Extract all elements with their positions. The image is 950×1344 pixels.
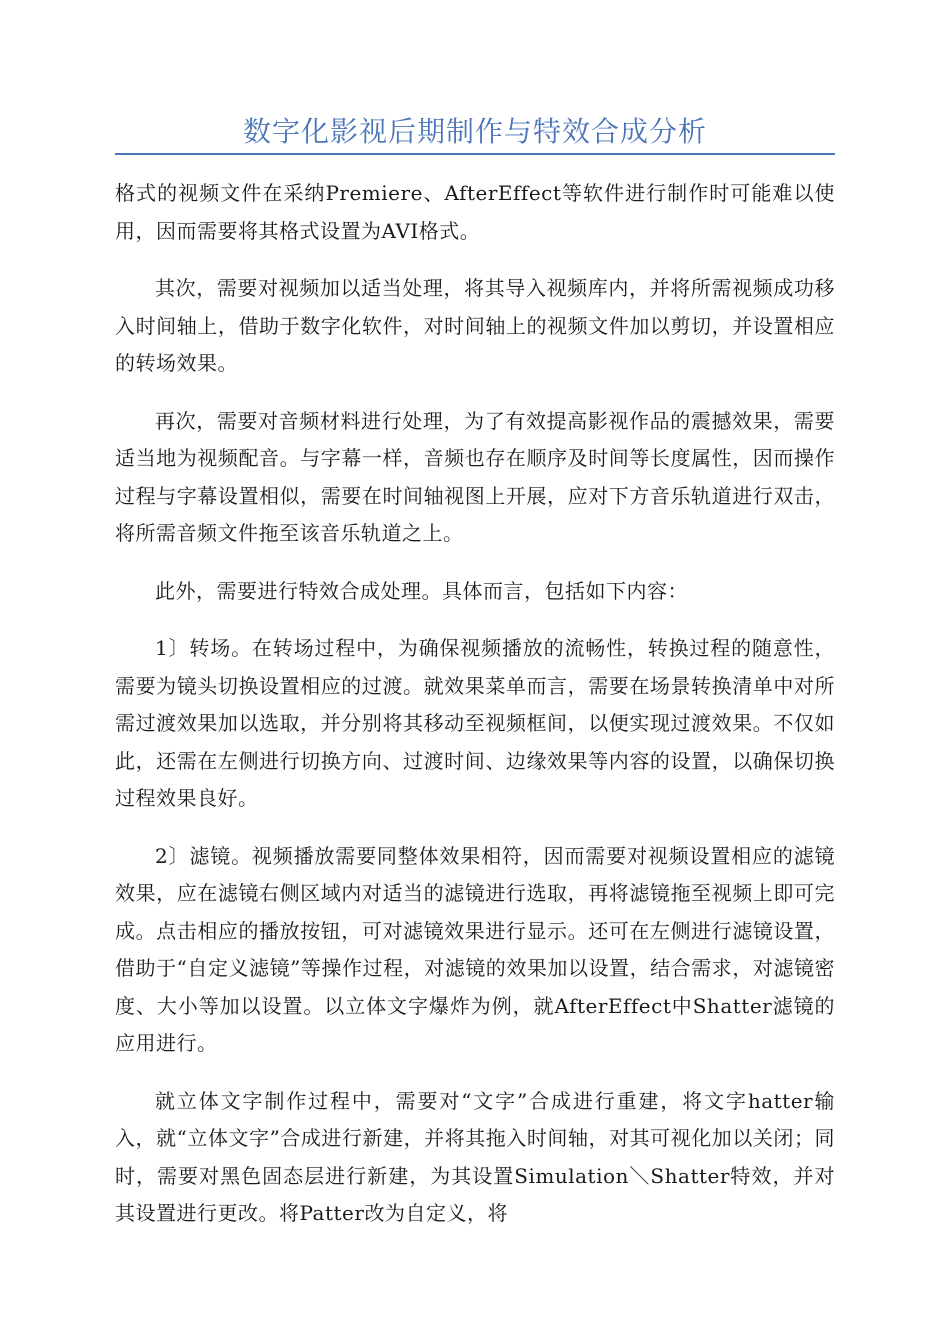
document-title: 数字化影视后期制作与特效合成分析: [242, 115, 707, 148]
paragraph-effects-intro: 此外，需要进行特效合成处理。具体而言，包括如下内容：: [155, 578, 688, 603]
document-body: [115, 175, 835, 1253]
title-underline: [115, 153, 835, 155]
paragraph-video-processing: 其次，需要对视频加以适当处理，将其导入视频库内，并将所需视频成功移入时间轴上，借助于数字化软件，对时间轴上的视频文件加以剪切，并设置相应的转场效果。: [115, 276, 835, 375]
paragraph-filters: 2〕滤镜。视频播放需要同整体效果相符，因而需要对视频设置相应的滤镜效果，应在滤镜右侧区域内对适当的滤镜进行选取，再将滤镜拖至视频上即可完成。点击相应的播放按钮，可对滤镜效果进行显示。还可在左侧进行滤镜设置，借助于“自定义滤镜”等操作过程，对滤镜的效果加以设置，结合需求，对滤镜密度、大小等加以设置。以立体文字爆炸为例，就AfterEffect中Shatter滤镜的应用进行。: [115, 843, 835, 1055]
paragraph-3d-text: 就立体文字制作过程中，需要对“文字”合成进行重建，将文字hatter输入，就“立体文字”合成进行新建，并将其拖入时间轴，对其可视化加以关闭；同时，需要对黑色固态层进行新建，为其设置Simulation＼Shatter特效，并对其设置进行更改。将Patter改为自定义，将: [115, 1088, 835, 1225]
paragraph-continued: 格式的视频文件在采纳Premiere、AfterEffect等软件进行制作时可能难以使用，因而需要将其格式设置为AVI格式。: [115, 181, 835, 243]
paragraph-audio-processing: 再次，需要对音频材料进行处理，为了有效提高影视作品的震撼效果，需要适当地为视频配音。与字幕一样，音频也存在顺序及时间等长度属性，因而操作过程与字幕设置相似，需要在时间轴视图上开展，应对下方音乐轨道进行双击，将所需音频文件拖至该音乐轨道之上。: [115, 408, 835, 545]
paragraph-transitions: 1〕转场。在转场过程中，为确保视频播放的流畅性，转换过程的随意性，需要为镜头切换设置相应的过渡。就效果菜单而言，需要在场景转换清单中对所需过渡效果加以选取，并分别将其移动至视频框间，以便实现过渡效果。不仅如此，还需在左侧进行切换方向、过渡时间、边缘效果等内容的设置，以确保切换过程效果良好。: [115, 636, 835, 810]
